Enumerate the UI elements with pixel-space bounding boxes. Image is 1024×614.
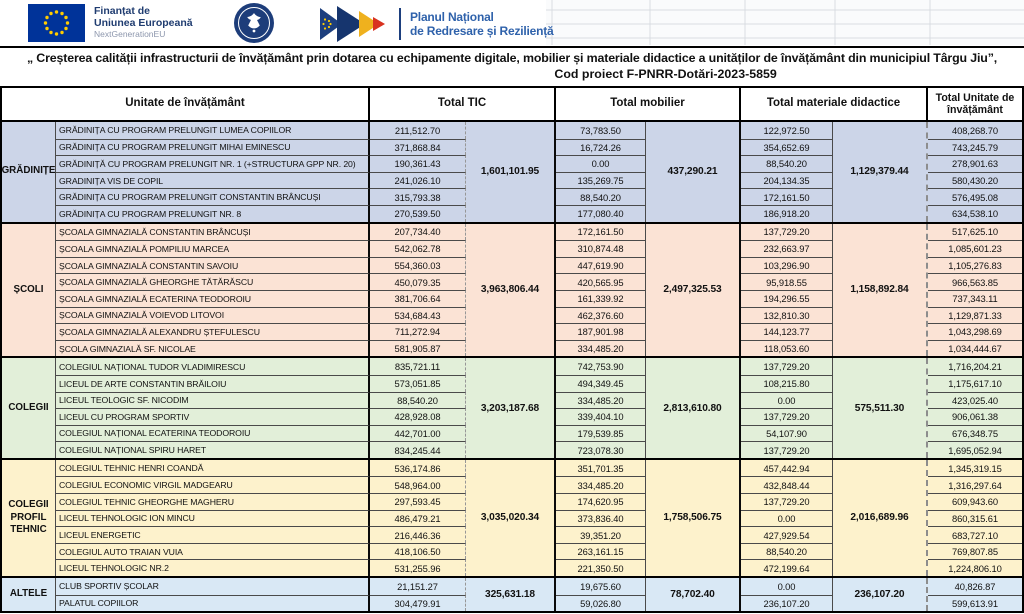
group-label: COLEGII PROFIL TEHNIC bbox=[2, 460, 56, 576]
unit-total-cell: 1,316,297.64 bbox=[928, 476, 1022, 493]
unit-name-cell: GRĂDINIȚA CU PROGRAM PRELUNGIT CONSTANTIN BRÂNCUȘI bbox=[56, 188, 370, 205]
pnrr-label-line2: de Redresare și Reziliență bbox=[410, 24, 554, 38]
unit-name-cell: GRĂDINIȚA CU PROGRAM PRELUNGIT NR. 8 bbox=[56, 205, 370, 222]
unit-name-cell: LICEUL ENERGETIC bbox=[56, 526, 370, 543]
tic-value-cell: 21,151.27 bbox=[370, 578, 466, 595]
unit-total-cell: 743,245.79 bbox=[928, 139, 1022, 156]
unit-name-cell: ȘCOALA GIMNAZIALĂ GHEORGHE TĂTĂRĂSCU bbox=[56, 273, 370, 290]
unit-name-cell: ȘCOALA GIMNAZIALĂ CONSTANTIN SAVOIU bbox=[56, 257, 370, 274]
unit-name-cell: COLEGIUL TEHNIC GHEORGHE MAGHERU bbox=[56, 493, 370, 510]
mobilier-value-cell: 179,539.85 bbox=[556, 425, 646, 442]
materiale-value-cell: 0.00 bbox=[741, 578, 833, 595]
tic-value-cell: 371,868.84 bbox=[370, 139, 466, 156]
materiale-value-cell: 232,663.97 bbox=[741, 240, 833, 257]
unit-total-cell: 576,495.08 bbox=[928, 188, 1022, 205]
tic-group-total-cell: 3,035,020.34 bbox=[466, 460, 556, 576]
unit-total-cell: 1,695,052.94 bbox=[928, 441, 1022, 458]
mobilier-group-total-cell: 2,497,325.53 bbox=[646, 224, 741, 357]
unit-total-cell: 1,034,444.67 bbox=[928, 340, 1022, 357]
materiale-value-cell: 137,729.20 bbox=[741, 408, 833, 425]
eu-funding-label-line2: Uniunea Europeană bbox=[94, 17, 193, 30]
unit-name-cell: GRĂDINIȚA CU PROGRAM PRELUNGIT LUMEA COPIILOR bbox=[56, 122, 370, 139]
materiale-value-cell: 132,810.30 bbox=[741, 307, 833, 324]
mobilier-value-cell: 73,783.50 bbox=[556, 122, 646, 139]
materiale-value-cell: 144,123.77 bbox=[741, 323, 833, 340]
tic-value-cell: 450,079.35 bbox=[370, 273, 466, 290]
unit-name-cell: LICEUL TEOLOGIC SF. NICODIM bbox=[56, 392, 370, 409]
unit-total-cell: 1,175,617.10 bbox=[928, 375, 1022, 392]
unit-name-cell: COLEGIUL ECONOMIC VIRGIL MADGEARU bbox=[56, 476, 370, 493]
unit-name-cell: GRĂDINIȚĂ CU PROGRAM PRELUNGIT NR. 1 (+STRUCTURA GPP NR. 20) bbox=[56, 155, 370, 172]
tic-group-total-cell: 1,601,101.95 bbox=[466, 122, 556, 222]
unit-name-cell: ȘCOLA GIMNAZIALĂ SF. NICOLAE bbox=[56, 340, 370, 357]
logo-band bbox=[0, 0, 1024, 46]
mobilier-value-cell: 0.00 bbox=[556, 155, 646, 172]
unit-name-cell: GRADINIȚA VIS DE COPIL bbox=[56, 172, 370, 189]
column-header-unitate: Unitate de învățământ bbox=[2, 88, 370, 120]
project-title bbox=[0, 46, 1024, 88]
mobilier-group-total-cell: 1,758,506.75 bbox=[646, 460, 741, 576]
group-label: COLEGII bbox=[2, 358, 56, 458]
eu-flag-icon bbox=[28, 4, 85, 42]
project-title-line1: „ Creșterea calității infrastructurii de învățământ prin dotarea cu echipamente digitale, mobilier și materiale didactice a unităților de învățământ din municipiul Târgu Jiu”, bbox=[26, 51, 998, 65]
nextgeneu-label: NextGenerationEU bbox=[94, 29, 166, 40]
mobilier-value-cell: 494,349.45 bbox=[556, 375, 646, 392]
mobilier-value-cell: 742,753.90 bbox=[556, 358, 646, 375]
tic-value-cell: 211,512.70 bbox=[370, 122, 466, 139]
materiale-value-cell: 137,729.20 bbox=[741, 224, 833, 241]
unit-total-cell: 1,085,601.23 bbox=[928, 240, 1022, 257]
column-header-total-unitate: Total Unitate de învățământ bbox=[935, 91, 1015, 116]
mobilier-value-cell: 187,901.98 bbox=[556, 323, 646, 340]
unit-name-cell: LICEUL TEHNOLOGIC NR.2 bbox=[56, 559, 370, 576]
materiale-value-cell: 118,053.60 bbox=[741, 340, 833, 357]
eu-funding-label-line1: Finanțat de bbox=[94, 5, 151, 17]
tic-value-cell: 548,964.00 bbox=[370, 476, 466, 493]
unit-total-cell: 1,224,806.10 bbox=[928, 559, 1022, 576]
materiale-value-cell: 137,729.20 bbox=[741, 493, 833, 510]
tic-value-cell: 216,446.36 bbox=[370, 526, 466, 543]
unit-total-cell: 769,807.85 bbox=[928, 543, 1022, 560]
mobilier-value-cell: 39,351.20 bbox=[556, 526, 646, 543]
tic-value-cell: 581,905.87 bbox=[370, 340, 466, 357]
unit-total-cell: 860,315.61 bbox=[928, 510, 1022, 527]
unit-name-cell: COLEGIUL TEHNIC HENRI COANDĂ bbox=[56, 460, 370, 477]
unit-name-cell: LICEUL TEHNOLOGIC ION MINCU bbox=[56, 510, 370, 527]
tic-value-cell: 207,734.40 bbox=[370, 224, 466, 241]
pnrr-arrows-icon bbox=[318, 5, 390, 43]
mobilier-value-cell: 177,080.40 bbox=[556, 205, 646, 222]
materiale-value-cell: 194,296.55 bbox=[741, 290, 833, 307]
table-group bbox=[2, 122, 1022, 222]
unit-total-cell: 408,268.70 bbox=[952, 124, 998, 136]
materiale-value-cell: 0.00 bbox=[741, 392, 833, 409]
group-label: ȘCOLI bbox=[2, 224, 56, 357]
column-header-total-materiale: Total materiale didactice bbox=[741, 88, 928, 120]
materiale-value-cell: 354,652.69 bbox=[741, 139, 833, 156]
unit-total-cell: 634,538.10 bbox=[928, 205, 1022, 222]
unit-name-cell: GRĂDINIȚA CU PROGRAM PRELUNGIT MIHAI EMINESCU bbox=[56, 139, 370, 156]
unit-name-cell: COLEGIUL NAȚIONAL TUDOR VLADIMIRESCU bbox=[56, 358, 370, 375]
mobilier-value-cell: 221,350.50 bbox=[556, 559, 646, 576]
mobilier-value-cell: 88,540.20 bbox=[556, 188, 646, 205]
mobilier-value-cell: 174,620.95 bbox=[556, 493, 646, 510]
materiale-value-cell: 103,296.90 bbox=[741, 257, 833, 274]
unit-name-cell: PALATUL COPIILOR bbox=[56, 595, 370, 612]
tic-value-cell: 835,721.11 bbox=[370, 358, 466, 375]
tic-value-cell: 531,255.96 bbox=[370, 559, 466, 576]
mobilier-value-cell: 16,724.26 bbox=[556, 139, 646, 156]
table-group bbox=[2, 576, 1022, 611]
tic-value-cell: 381,706.64 bbox=[370, 290, 466, 307]
materiale-value-cell: 457,442.94 bbox=[741, 460, 833, 477]
materiale-value-cell: 122,972.50 bbox=[741, 122, 833, 139]
unit-total-cell: 1,043,298.69 bbox=[928, 323, 1022, 340]
mobilier-value-cell: 334,485.20 bbox=[556, 476, 646, 493]
unit-name-cell: ȘCOALA GIMNAZIALĂ ALEXANDRU ȘTEFULESCU bbox=[56, 323, 370, 340]
pnrr-logo bbox=[318, 5, 554, 43]
materiale-value-cell: 0.00 bbox=[741, 510, 833, 527]
table-group bbox=[2, 356, 1022, 458]
table-header-row bbox=[2, 88, 1022, 122]
unit-total-cell: 40,826.87 bbox=[954, 580, 996, 592]
unit-total-cell: 599,613.91 bbox=[928, 595, 1022, 612]
unit-name-cell: ȘCOALA GIMNAZIALĂ CONSTANTIN BRÂNCUȘI bbox=[56, 224, 370, 241]
eu-funding-logo bbox=[28, 4, 193, 42]
unit-total-cell: 517,625.10 bbox=[952, 226, 998, 238]
unit-name-cell: ȘCOALA GIMNAZIALĂ ECATERINA TEODOROIU bbox=[56, 290, 370, 307]
materiale-group-total-cell: 2,016,689.96 bbox=[833, 460, 928, 576]
pnrr-label bbox=[410, 10, 554, 39]
tic-value-cell: 711,272.94 bbox=[370, 323, 466, 340]
mobilier-value-cell: 172,161.50 bbox=[556, 224, 646, 241]
mobilier-value-cell: 462,376.60 bbox=[556, 307, 646, 324]
tic-value-cell: 554,360.03 bbox=[370, 257, 466, 274]
materiale-group-total-cell: 1,158,892.84 bbox=[833, 224, 928, 357]
unit-total-cell: 1,716,204.21 bbox=[948, 361, 1002, 373]
materiale-value-cell: 95,918.55 bbox=[741, 273, 833, 290]
mobilier-value-cell: 310,874.48 bbox=[556, 240, 646, 257]
materiale-value-cell: 88,540.20 bbox=[741, 543, 833, 560]
tic-value-cell: 241,026.10 bbox=[370, 172, 466, 189]
materiale-group-total-cell: 236,107.20 bbox=[833, 578, 928, 611]
materiale-group-total-cell: 575,511.30 bbox=[833, 358, 928, 458]
unit-total-cell: 683,727.10 bbox=[928, 526, 1022, 543]
unit-total-cell: 737,343.11 bbox=[928, 290, 1022, 307]
tic-value-cell: 442,701.00 bbox=[370, 425, 466, 442]
mobilier-value-cell: 339,404.10 bbox=[556, 408, 646, 425]
materiale-value-cell: 186,918.20 bbox=[741, 205, 833, 222]
tic-group-total-cell: 325,631.18 bbox=[466, 578, 556, 611]
unit-name-cell: LICEUL DE ARTE CONSTANTIN BRĂILOIU bbox=[56, 375, 370, 392]
mobilier-group-total-cell: 78,702.40 bbox=[646, 578, 741, 611]
table-body bbox=[2, 122, 1022, 611]
group-label: ALTELE bbox=[2, 578, 56, 611]
mobilier-group-total-cell: 437,290.21 bbox=[646, 122, 741, 222]
materiale-value-cell: 54,107.90 bbox=[741, 425, 833, 442]
materiale-value-cell: 427,929.54 bbox=[741, 526, 833, 543]
tic-value-cell: 315,793.38 bbox=[370, 188, 466, 205]
mobilier-value-cell: 447,619.90 bbox=[556, 257, 646, 274]
tic-value-cell: 428,928.08 bbox=[370, 408, 466, 425]
unit-name-cell: ȘCOALA GIMNAZIALĂ VOIEVOD LITOVOI bbox=[56, 307, 370, 324]
romania-coat-of-arms-icon bbox=[233, 2, 275, 44]
tic-value-cell: 542,062.78 bbox=[370, 240, 466, 257]
tic-value-cell: 534,684.43 bbox=[370, 307, 466, 324]
mobilier-value-cell: 135,269.75 bbox=[556, 172, 646, 189]
materiale-value-cell: 236,107.20 bbox=[741, 595, 833, 612]
mobilier-value-cell: 334,485.20 bbox=[556, 392, 646, 409]
mobilier-value-cell: 334,485.20 bbox=[556, 340, 646, 357]
unit-name-cell: COLEGIUL AUTO TRAIAN VUIA bbox=[56, 543, 370, 560]
materiale-value-cell: 137,729.20 bbox=[741, 441, 833, 458]
tic-value-cell: 190,361.43 bbox=[370, 155, 466, 172]
materiale-value-cell: 88,540.20 bbox=[741, 155, 833, 172]
mobilier-value-cell: 420,565.95 bbox=[556, 273, 646, 290]
column-header-total-tic: Total TIC bbox=[370, 88, 556, 120]
unit-total-cell: 278,901.63 bbox=[928, 155, 1022, 172]
pnrr-divider bbox=[399, 8, 401, 40]
tic-value-cell: 88,540.20 bbox=[370, 392, 466, 409]
tic-value-cell: 297,593.45 bbox=[370, 493, 466, 510]
unit-total-cell: 1,129,871.33 bbox=[928, 307, 1022, 324]
tic-group-total-cell: 3,963,806.44 bbox=[466, 224, 556, 357]
unit-total-cell: 676,348.75 bbox=[928, 425, 1022, 442]
tic-value-cell: 270,539.50 bbox=[370, 205, 466, 222]
tic-value-cell: 486,479.21 bbox=[370, 510, 466, 527]
mobilier-value-cell: 263,161.15 bbox=[556, 543, 646, 560]
group-label: GRĂDINIȚE bbox=[2, 122, 56, 222]
unit-name-cell: COLEGIUL NAȚIONAL SPIRU HARET bbox=[56, 441, 370, 458]
materiale-value-cell: 108,215.80 bbox=[741, 375, 833, 392]
unit-total-cell: 906,061.38 bbox=[928, 408, 1022, 425]
materiale-value-cell: 204,134.35 bbox=[741, 172, 833, 189]
tic-group-total-cell: 3,203,187.68 bbox=[466, 358, 556, 458]
column-header-total-mobilier: Total mobilier bbox=[556, 88, 741, 120]
tic-value-cell: 573,051.85 bbox=[370, 375, 466, 392]
tic-value-cell: 536,174.86 bbox=[370, 460, 466, 477]
funding-table bbox=[0, 88, 1024, 613]
materiale-value-cell: 137,729.20 bbox=[741, 358, 833, 375]
mobilier-value-cell: 723,078.30 bbox=[556, 441, 646, 458]
project-code: Cod proiect F-PNRR-Dotări-2023-5859 bbox=[554, 67, 777, 81]
tic-value-cell: 418,106.50 bbox=[370, 543, 466, 560]
materiale-value-cell: 432,848.44 bbox=[741, 476, 833, 493]
unit-total-cell: 966,563.85 bbox=[928, 273, 1022, 290]
materiale-value-cell: 472,199.64 bbox=[741, 559, 833, 576]
unit-total-cell: 423,025.40 bbox=[928, 392, 1022, 409]
unit-total-cell: 609,943.60 bbox=[928, 493, 1022, 510]
mobilier-value-cell: 373,836.40 bbox=[556, 510, 646, 527]
unit-name-cell: LICEUL CU PROGRAM SPORTIV bbox=[56, 408, 370, 425]
tic-value-cell: 304,479.91 bbox=[370, 595, 466, 612]
mobilier-value-cell: 59,026.80 bbox=[556, 595, 646, 612]
mobilier-value-cell: 351,701.35 bbox=[556, 460, 646, 477]
table-group bbox=[2, 222, 1022, 357]
unit-total-cell: 1,345,319.15 bbox=[948, 462, 1002, 474]
unit-name-cell: CLUB SPORTIV ȘCOLAR bbox=[56, 578, 370, 595]
unit-total-cell: 1,105,276.83 bbox=[928, 257, 1022, 274]
pnrr-label-line1: Planul Național bbox=[410, 9, 494, 24]
mobilier-group-total-cell: 2,813,610.80 bbox=[646, 358, 741, 458]
tic-value-cell: 834,245.44 bbox=[370, 441, 466, 458]
unit-name-cell: COLEGIUL NAȚIONAL ECATERINA TEODOROIU bbox=[56, 425, 370, 442]
unit-total-cell: 580,430.20 bbox=[928, 172, 1022, 189]
mobilier-value-cell: 161,339.92 bbox=[556, 290, 646, 307]
spreadsheet-grid bbox=[546, 0, 1024, 45]
materiale-group-total-cell: 1,129,379.44 bbox=[833, 122, 928, 222]
mobilier-value-cell: 19,675.60 bbox=[556, 578, 646, 595]
table-group bbox=[2, 458, 1022, 576]
unit-name-cell: ȘCOALA GIMNAZIALĂ POMPILIU MARCEA bbox=[56, 240, 370, 257]
materiale-value-cell: 172,161.50 bbox=[741, 188, 833, 205]
